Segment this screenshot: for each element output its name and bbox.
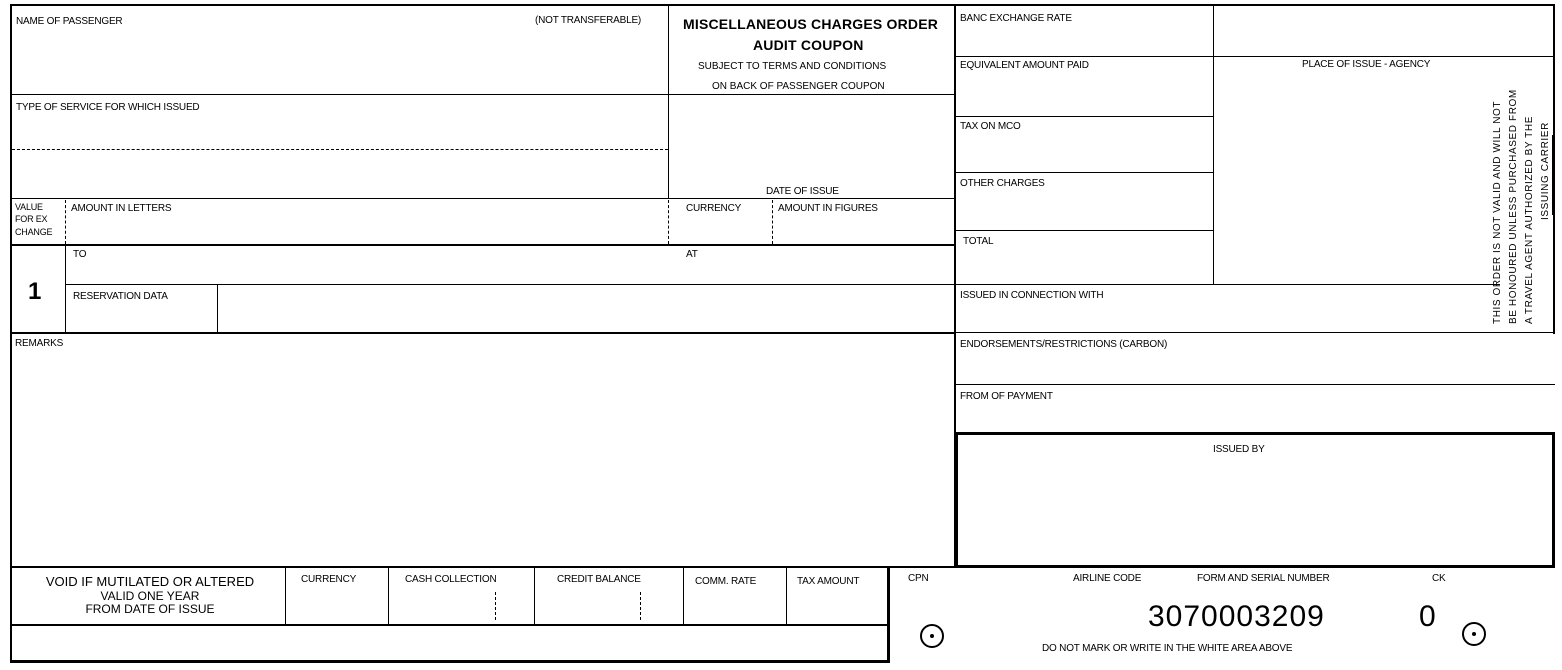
rule-name [10,94,955,95]
total-label: TOTAL [963,236,994,247]
cpn-label: CPN [908,573,929,584]
form-title: MISCELLANEOUS CHARGES ORDER [683,16,939,32]
subject-line-2: ON BACK OF PASSENGER COUPON [712,81,885,92]
rule-tax [955,172,1213,173]
divider-bottom-currency [285,566,286,624]
divider-title [668,4,669,198]
divider-currency-dashed [668,200,669,244]
rule-value [10,244,955,246]
serial-number: 3070003209 [1148,600,1325,633]
tax-amount-label: TAX AMOUNT [797,576,860,587]
rule-connection [955,332,1555,333]
divider-bottom-cash [388,566,389,624]
divider-value-dashed [65,200,66,244]
amount-in-letters-label: AMOUNT IN LETTERS [71,203,172,214]
rule-equiv [955,116,1213,117]
rule-endorse [955,384,1555,385]
comm-rate-label: COMM. RATE [695,576,757,587]
divider-place [1213,4,1214,284]
cash-dashed-tick [495,592,496,620]
rule-bottom-mid [10,624,890,626]
side-notice-line-1: THIS ORDER IS NOT VALID AND WILL NOT [1492,100,1503,324]
currency-label: CURRENCY [686,203,742,214]
form-of-payment-label: FROM OF PAYMENT [960,391,1053,402]
side-notice-line-3: A TRAVEL AGENT AUTHORIZED BY THE [1524,116,1535,324]
side-notice-line-4: ISSUING CARRIER [1540,122,1551,220]
divider-figures-dashed [772,200,773,244]
amount-in-figures-label: AMOUNT IN FIGURES [778,203,878,214]
rule-service [10,198,955,199]
coupon-number: 1 [28,278,42,305]
void-line-2: VALID ONE YEAR [100,589,200,603]
border-top [10,4,1555,6]
form-subtitle: AUDIT COUPON [753,37,864,53]
credit-dashed-tick [640,592,641,620]
rule-other [955,230,1213,231]
airline-code-label: AIRLINE CODE [1073,573,1142,584]
divider-coupon [65,246,66,332]
credit-balance-label: CREDIT BALANCE [557,574,641,585]
divider-bottom-comm [683,566,684,624]
void-line-1: VOID IF MUTILATED OR ALTERED [45,574,255,589]
form-and-serial-label: FORM AND SERIAL NUMBER [1197,573,1330,584]
tax-on-mco-label: TAX ON MCO [960,121,1021,132]
other-charges-label: OTHER CHARGES [960,178,1045,189]
remarks-label: REMARKS [15,338,64,349]
value-for-exchange-3: CHANGE [15,227,53,237]
equivalent-amount-paid-label: EQUIVALENT AMOUNT PAID [960,60,1089,71]
value-for-exchange-2: FOR EX [15,214,48,224]
rule-to [66,284,955,285]
check-digit: 0 [1419,600,1437,633]
reservation-data-label: RESERVATION DATA [73,291,168,302]
side-notice-underline [1552,135,1553,215]
divider-bottom-tax [786,566,787,624]
date-of-issue-label: DATE OF ISSUE [766,186,839,197]
value-for-exchange-1: VALUE [15,202,43,212]
bottom-currency-label: CURRENCY [301,574,357,585]
cpn-circle-icon [920,624,944,648]
ck-circle-icon [1462,622,1486,646]
to-label: TO [73,249,87,260]
issued-by-label: ISSUED BY [1213,444,1265,455]
do-not-mark-notice: DO NOT MARK OR WRITE IN THE WHITE AREA ABOVE [1042,643,1293,654]
border-bottom [10,660,890,663]
subject-line-1: SUBJECT TO TERMS AND CONDITIONS [698,61,887,72]
endorsements-label: ENDORSEMENTS/RESTRICTIONS (CARBON) [960,339,1168,350]
rule-service-dashed [12,149,668,150]
divider-bottom-credit [534,566,535,624]
cash-collection-label: CASH COLLECTION [405,574,497,585]
name-of-passenger-label: NAME OF PASSENGER [16,16,123,27]
divider-reservation [217,285,218,332]
at-label: AT [686,249,698,260]
divider-bottom-end [887,566,890,663]
rule-banc-left [955,56,1213,57]
issued-in-connection-label: ISSUED IN CONNECTION WITH [960,290,1104,301]
rule-reservation [10,332,955,334]
rule-banc [1213,56,1553,57]
place-of-issue-label: PLACE OF ISSUE - AGENCY [1302,59,1431,70]
void-line-3: FROM DATE OF ISSUE [85,602,215,616]
rule-total [955,284,1500,285]
border-right [1553,4,1555,334]
banc-exchange-rate-label: BANC EXCHANGE RATE [960,13,1072,24]
type-of-service-label: TYPE OF SERVICE FOR WHICH ISSUED [16,102,200,113]
ck-label: CK [1432,573,1446,584]
side-notice-line-2: BE HONOURED UNLESS PURCHASED FROM [1508,89,1519,324]
rule-bottom-top [10,566,890,568]
not-transferable-label: (NOT TRANSFERABLE) [535,15,642,26]
